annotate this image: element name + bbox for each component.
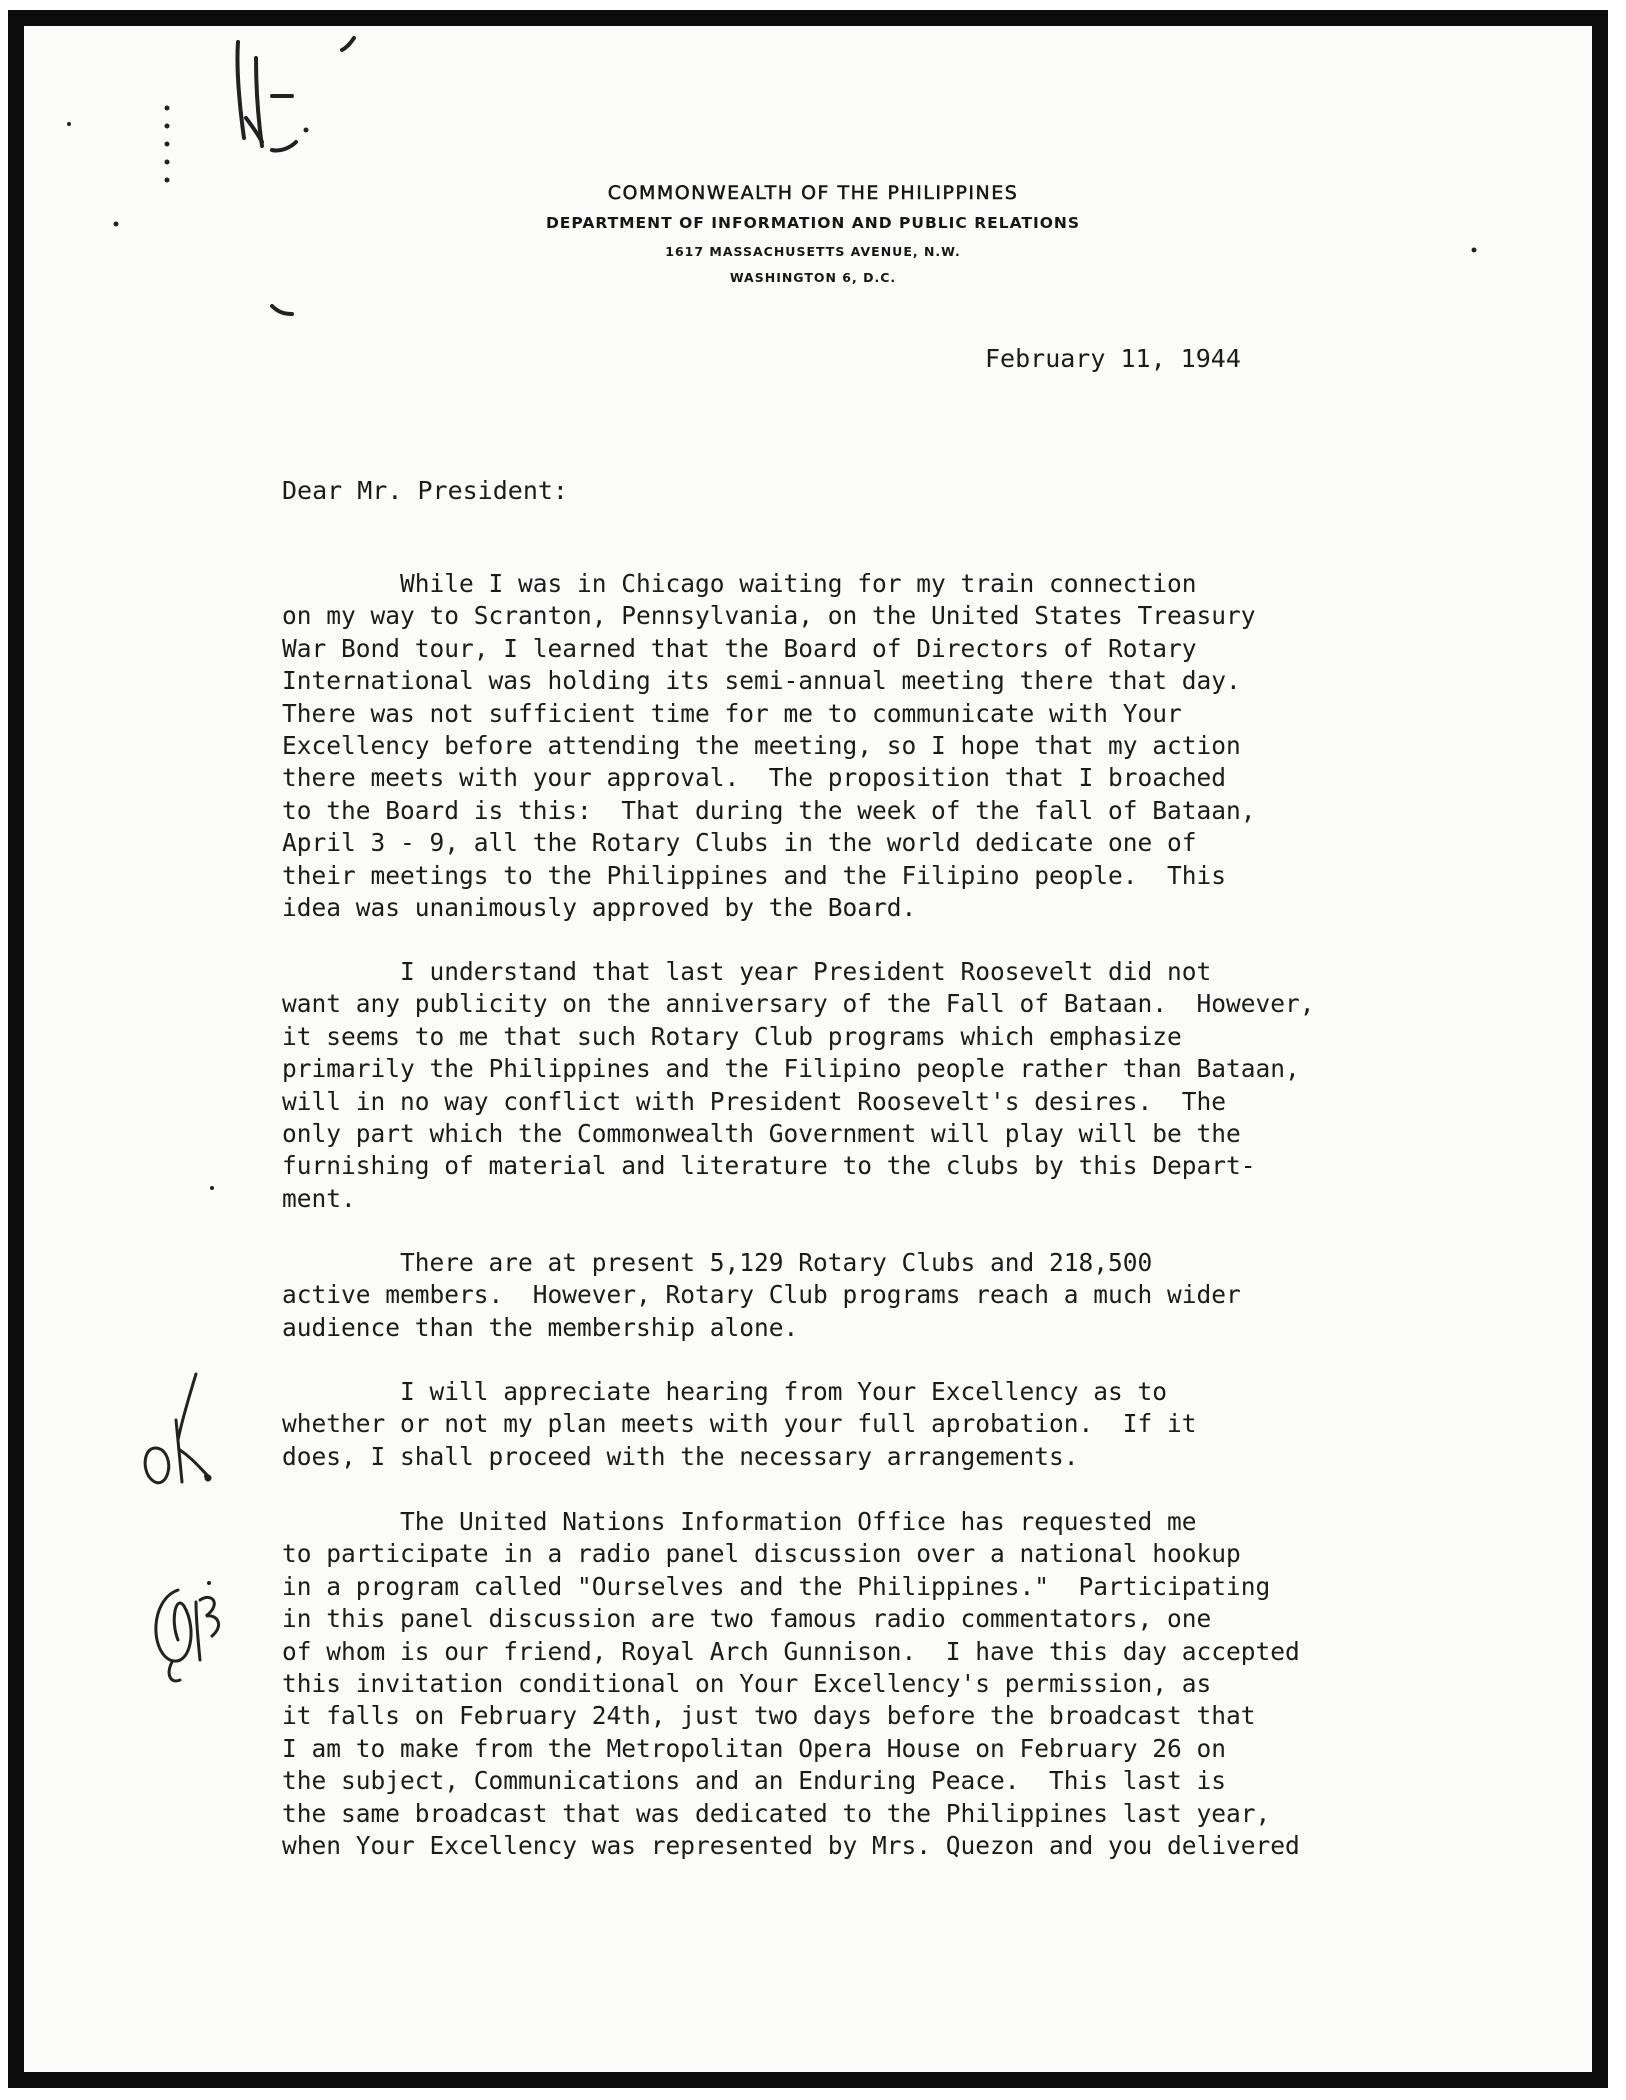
paragraph-approval-request: I will appreciate hearing from Your Excellency as to whether or not my plan meets with your full aprobation. If it does, I shall proceed with the necessary arrangements. xyxy=(282,1377,1197,1471)
salutation: Dear Mr. President: xyxy=(282,476,568,505)
letterhead-city: WASHINGTON 6, D.C. xyxy=(729,270,897,285)
letter-date: February 11, 1944 xyxy=(985,344,1241,373)
paragraph-radio-panel: The United Nations Information Office has requested me to participate in a radio panel discussion over a national hookup in a program called "Ourselves and the Philippines." Participating in this panel discussion are two famous radio commentators, one of whom is our friend, Royal Arch Gunnison. I have this day accepted this invitation conditional on Your Excellency's permission, as it falls on February 24th, just two days before the broadcast that I am to make from the Metropolitan Opera House on February 26 on the subject, Communications and an Enduring Peace. This last is the same broadcast that was dedicated to the Philippines last year, when Your Excellency was represented by Mrs. Quezon and you delivered xyxy=(282,1507,1300,1861)
paragraph-publicity: I understand that last year President Roosevelt did not want any publicity on the anniversary of the Fall of Bataan. However, it seems to me that such Rotary Club programs which emphasize primarily the Philippines and the Filipino people rather than Bataan, will in no way conflict with President Roosevelt's desires. The only part which the Commonwealth Government will play will be the furnishing of material and literature to the clubs by this Depart- ment. xyxy=(282,957,1315,1213)
paragraph-membership: There are at present 5,129 Rotary Clubs and 218,500 active members. However, Rotary Club programs reach a much wider audience than the membership alone. xyxy=(282,1248,1241,1342)
letterhead-street-address: 1617 MASSACHUSETTS AVENUE, N.W. xyxy=(665,244,961,259)
paragraph-rotary-proposal: While I was in Chicago waiting for my train connection on my way to Scranton, Pennsylvania, on the United States Treasury War Bond tour, I learned that the Board of Directors of Rotary International was holding its semi-annual meeting there that day. There was not sufficient time for me to communicate with Your Excellency before attending the meeting, so I hope that my action there meets with your approval. The proposition that I broached to the Board is this: That during the week of the fall of Bataan, April 3 - 9, all the Rotary Clubs in the world dedicate one of their meetings to the Philippines and the Filipino people. This idea was unanimously approved by the Board. xyxy=(282,569,1256,923)
letterhead-department: DEPARTMENT OF INFORMATION AND PUBLIC RELATIONS xyxy=(545,214,1081,232)
letterhead-government: COMMONWEALTH OF THE PHILIPPINES xyxy=(607,182,1019,204)
